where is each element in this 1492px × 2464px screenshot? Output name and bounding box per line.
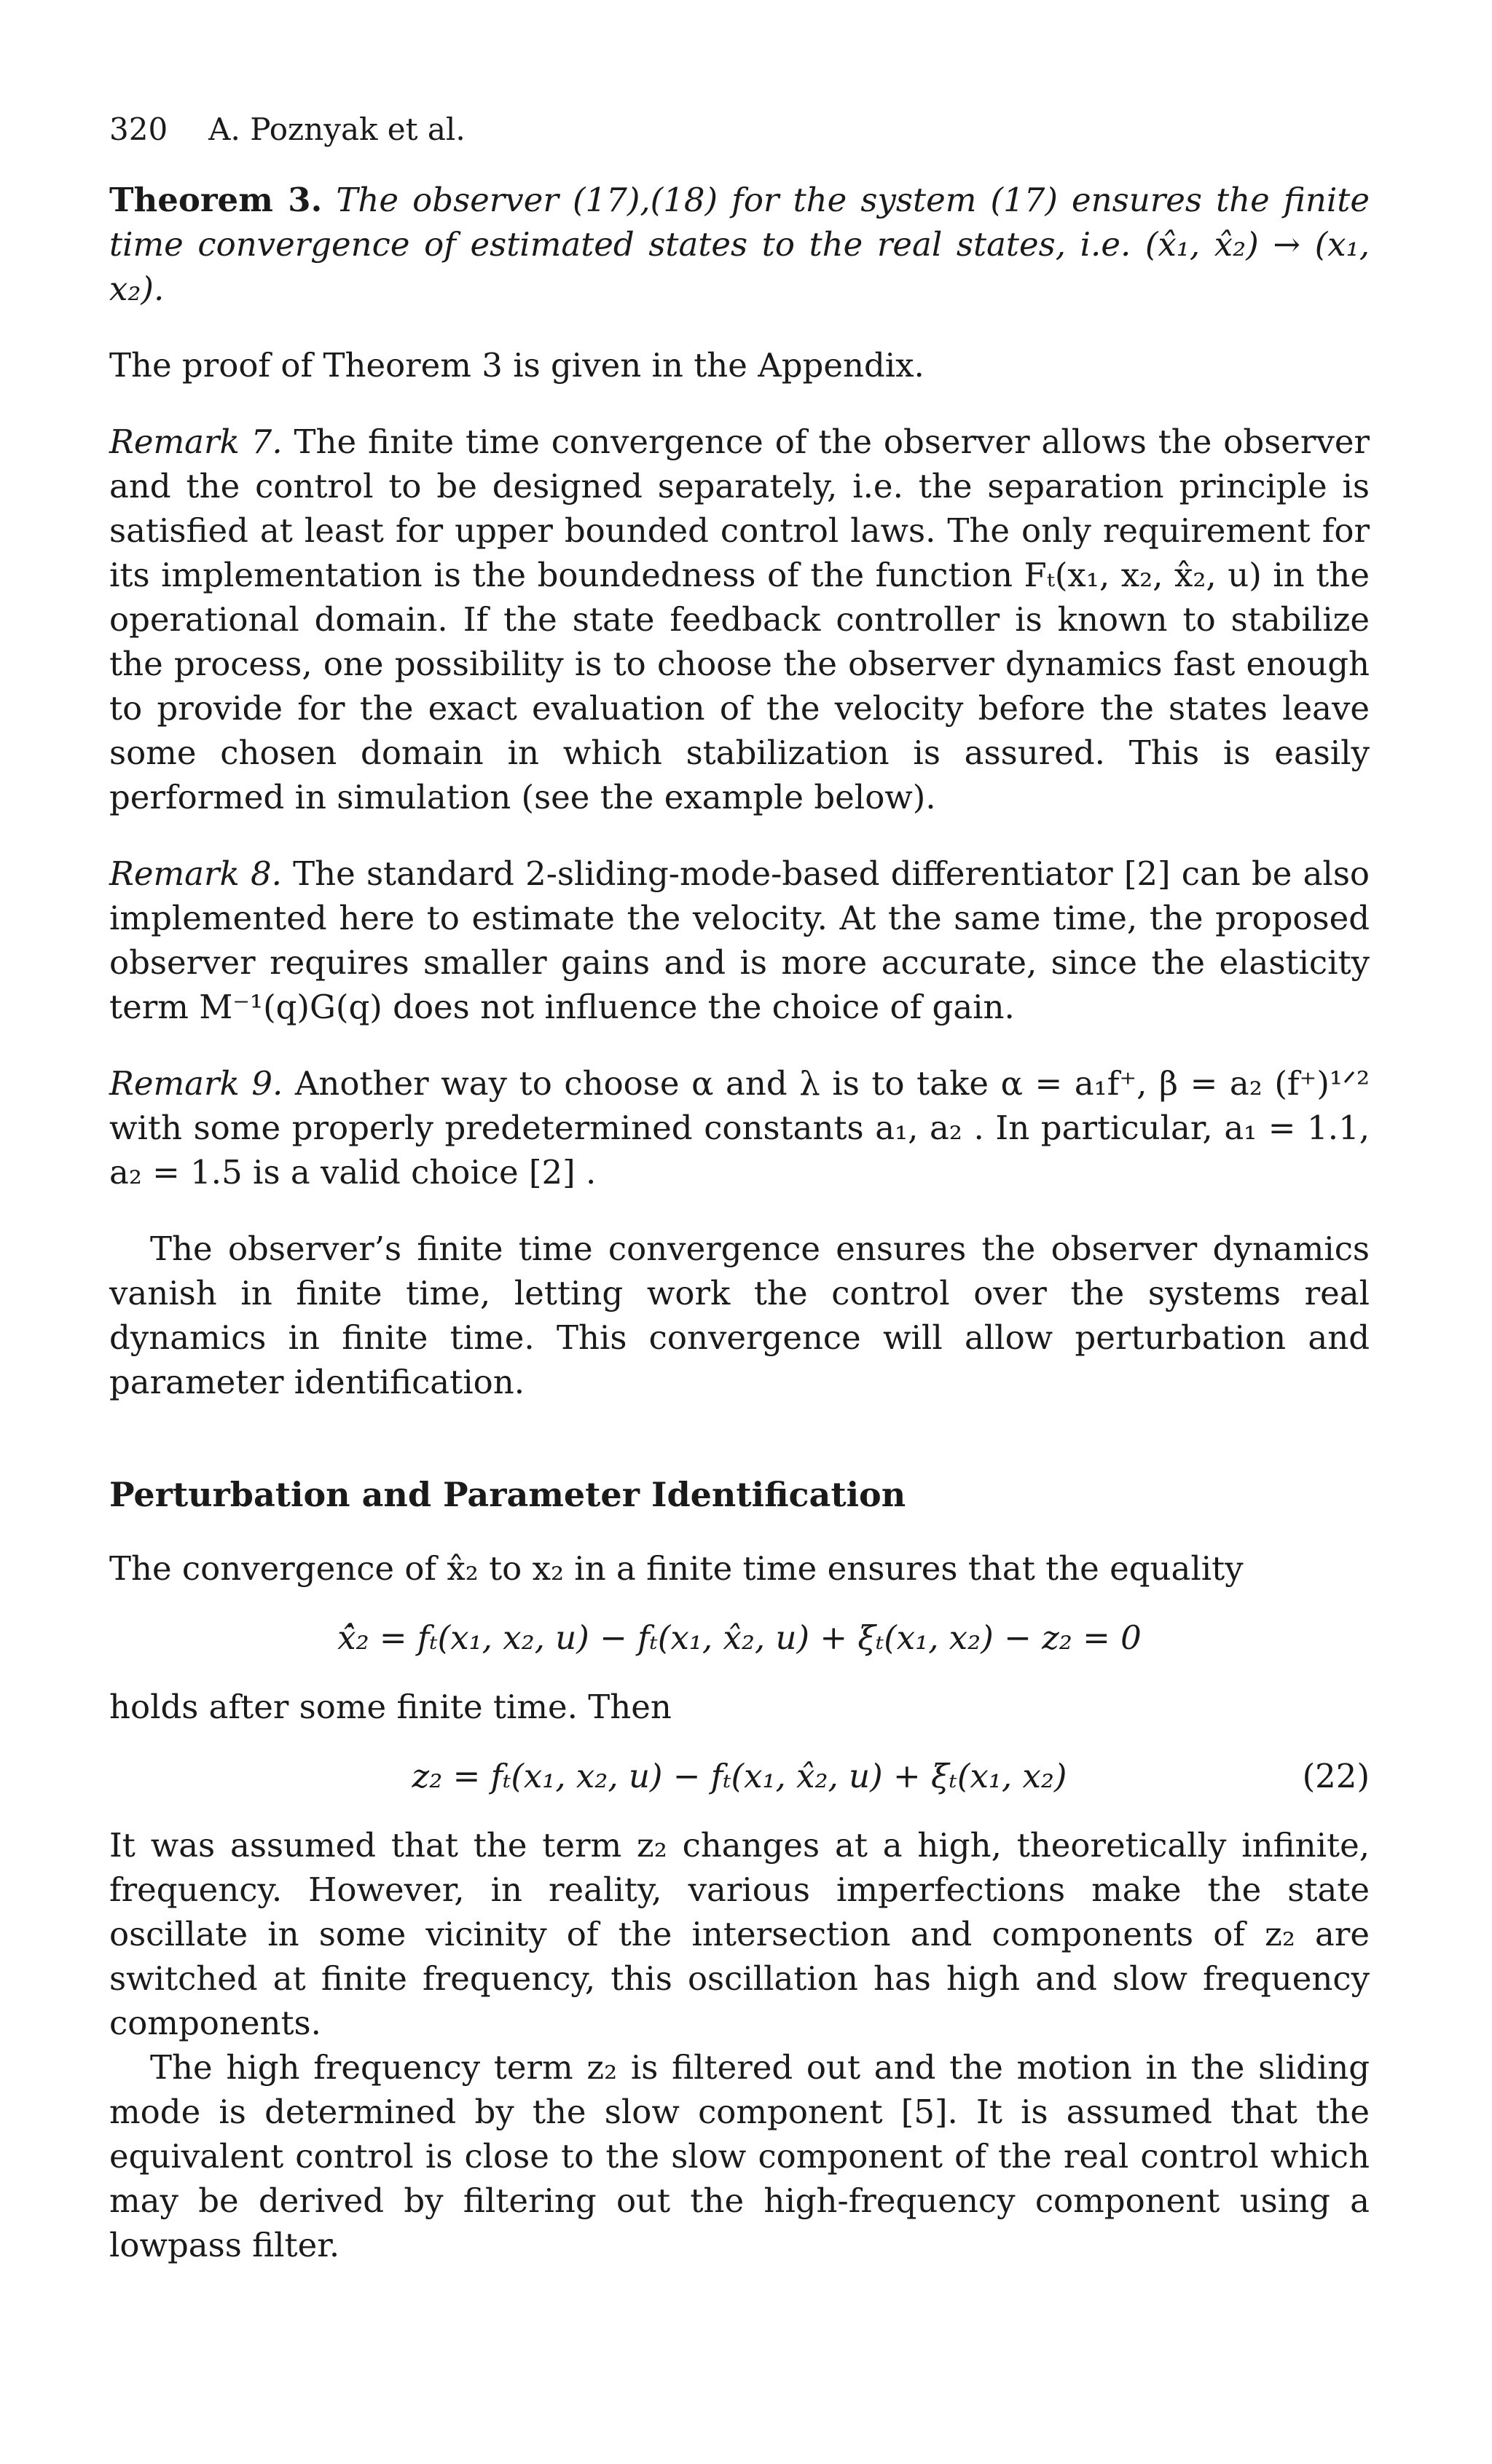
remark-9 — [109, 1061, 1370, 1194]
remark-8-label: Remark 8. — [109, 854, 282, 893]
remark-8-text: The standard 2-sliding-mode-based differentiator [2] can be also implemented here to estimate the velocity. At the same time, the proposed observer requires smaller gains and is more accurate, since the elasticity term M⁻¹(q)G(q) does not influence the choice of gain. — [109, 854, 1370, 1026]
running-head — [109, 109, 1370, 150]
paragraph-observer-convergence: The observer’s finite time convergence ensures the observer dynamics vanish in finite time, letting work the control over the systems real dynamics in finite time. This convergence will allow perturbation and parameter identification. — [109, 1229, 1370, 1401]
theorem-label: Theorem 3. — [109, 181, 323, 219]
equation-22 — [109, 1754, 1370, 1798]
equation-equality: x̂̇₂ = fₜ(x₁, x₂, u) − fₜ(x₁, x̂₂, u) + ξₜ(x₁, x₂) − z₂ = 0 — [337, 1618, 1142, 1657]
running-head-authors: A. Poznyak et al. — [208, 111, 466, 147]
section-heading: Perturbation and Parameter Identification — [109, 1475, 906, 1514]
page-number: 320 — [109, 111, 168, 147]
equation-22-body: z₂ = fₜ(x₁, x₂, u) − fₜ(x₁, x̂₂, u) + ξₜ(x₁, x₂) — [412, 1757, 1067, 1795]
proof-note: The proof of Theorem 3 is given in the Appendix. — [109, 346, 924, 385]
remark-9-label: Remark 9. — [109, 1064, 283, 1103]
theorem-3 — [109, 178, 1370, 311]
paragraph-filtering: The high frequency term z₂ is filtered out and the motion in the sliding mode is determined by the slow component [5]. It is assumed that the equivalent control is close to the slow component of the real control which may be derived by filtering out the high-frequency component using a lowpass filter. — [109, 2048, 1370, 2264]
remark-9-text: Another way to choose α and λ is to take α = a₁f⁺, β = a₂ (f⁺)¹ᐟ² with some properly predetermined constants a₁, a₂ . In particular, a₁ = 1.1, a₂ = 1.5 is a valid choice [2] . — [109, 1064, 1370, 1192]
theorem-text: The observer (17),(18) for the system (17) ensures the finite time convergence of estimated states to the real states, i.e. (x̂₁, x̂₂) → (x₁, x₂). — [109, 181, 1370, 308]
remark-8 — [109, 851, 1370, 1029]
remark-7-label: Remark 7. — [109, 422, 283, 461]
remark-7 — [109, 420, 1370, 819]
page-content — [109, 109, 1370, 2267]
after-equation-text: holds after some finite time. Then — [109, 1688, 672, 1726]
equation-number: (22) — [1302, 1757, 1370, 1795]
paragraph-z2-frequency: It was assumed that the term z₂ changes at a high, theoretically infinite, frequency. However, in reality, various imperfections make the state oscillate in some vicinity of the intersection and components of z₂ are switched at finite frequency, this oscillation has high and slow frequency components. — [109, 1826, 1370, 2042]
remark-7-text: The finite time convergence of the observer allows the observer and the control to be designed separately, i.e. the separation principle is satisfied at least for upper bounded control laws. The only requirement for its implementation is the boundedness of the function Fₜ(x₁, x₂, x̂₂, u) in the operational domain. If the state feedback controller is known to stabilize the process, one possibility is to choose the observer dynamics fast enough to provide for the exact evaluation of the velocity before the states leave some chosen domain in which stabilization is assured. This is easily performed in simulation (see the example below). — [109, 422, 1370, 816]
section-intro: The convergence of x̂₂ to x₂ in a finite time ensures that the equality — [109, 1549, 1244, 1588]
